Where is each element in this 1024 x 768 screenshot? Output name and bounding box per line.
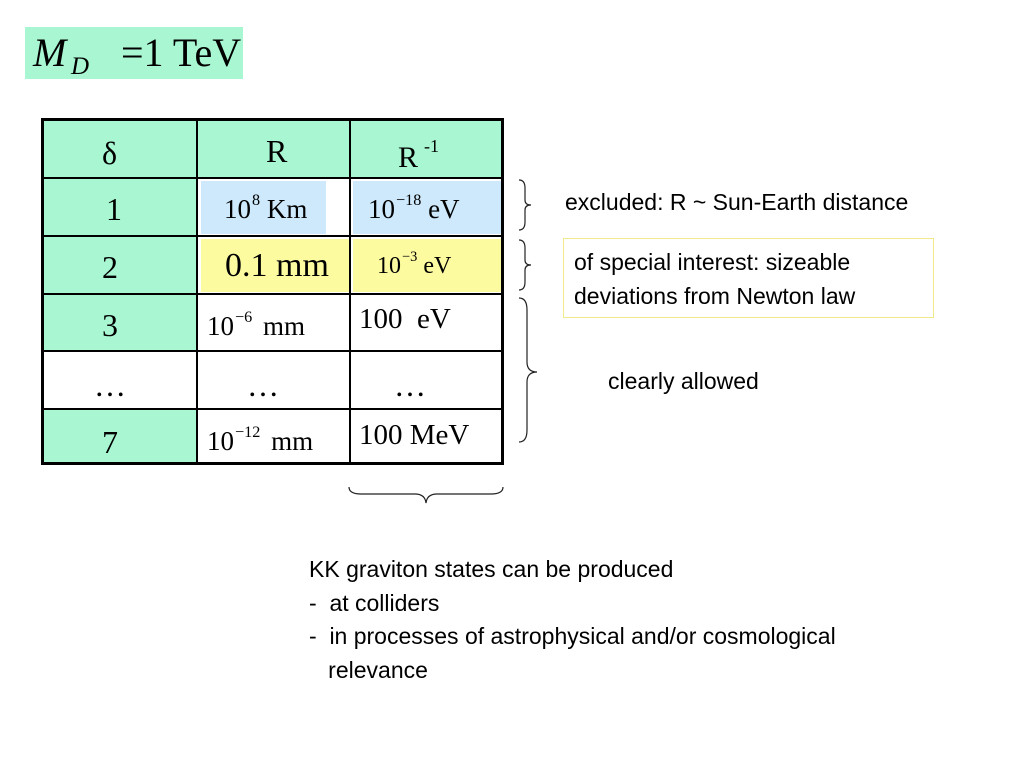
row1-delta: 1 (106, 191, 122, 227)
header-r-inverse-base: R (398, 141, 419, 174)
title-symbol: M (33, 30, 67, 75)
annotation-interest-line1: of special interest: sizeable (574, 249, 851, 275)
title-subscript: D (71, 53, 90, 80)
row5-delta: 7 (102, 424, 118, 460)
table-divider (44, 177, 501, 179)
table-divider (44, 350, 501, 352)
header-delta: δ (102, 135, 118, 171)
table-divider (349, 121, 351, 462)
bottom-line: - in processes of astrophysical and/or cosmological (309, 623, 836, 649)
bottom-line: relevance (309, 656, 428, 683)
row4-r: … (247, 367, 279, 403)
dimensions-table (41, 118, 504, 465)
row2-r: 0.1 mm (225, 247, 329, 284)
row1-r: $10^8$ Km (224, 191, 308, 224)
delta-column-bg-bottom (44, 409, 196, 462)
row3-delta: 3 (102, 307, 118, 343)
header-r-inverse-exp: -1 (424, 136, 440, 156)
brace-icon-bottom (347, 484, 505, 506)
table-divider (44, 235, 501, 237)
title-value: =1 TeV (121, 30, 242, 75)
table-divider (44, 293, 501, 295)
brace-icon-allowed (515, 296, 541, 444)
annotation-interest-line2: deviations from Newton law (574, 283, 856, 309)
row1-r-inverse: $10^{-18}$ eV (368, 191, 460, 224)
table-divider (196, 121, 198, 462)
annotation-interest-box (563, 238, 934, 318)
row4-delta: … (94, 367, 126, 403)
row3-r-inverse: 100 eV (359, 303, 451, 335)
annotation-allowed: clearly allowed (608, 368, 759, 394)
brace-icon-excluded (515, 178, 535, 232)
table-divider (44, 408, 501, 410)
annotation-excluded: excluded: R ~ Sun-Earth distance (565, 189, 909, 215)
header-r: R (266, 133, 288, 169)
row2-r-inverse: $10^{-3}$ eV (377, 249, 452, 279)
row3-r: $10^{-6}$ mm (207, 308, 305, 341)
header-r-inverse (398, 136, 440, 174)
title-formula (25, 27, 243, 79)
row4-r-inverse: … (394, 367, 426, 403)
bottom-line: - at colliders (309, 589, 440, 616)
brace-icon-interest (515, 238, 535, 292)
row2-delta: 2 (102, 249, 118, 285)
row5-r: $10^{-12}$ mm (207, 423, 314, 456)
bottom-line: KK graviton states can be produced (309, 556, 674, 582)
bottom-notes (309, 553, 836, 687)
row5-r-inverse: 100 MeV (359, 419, 470, 451)
